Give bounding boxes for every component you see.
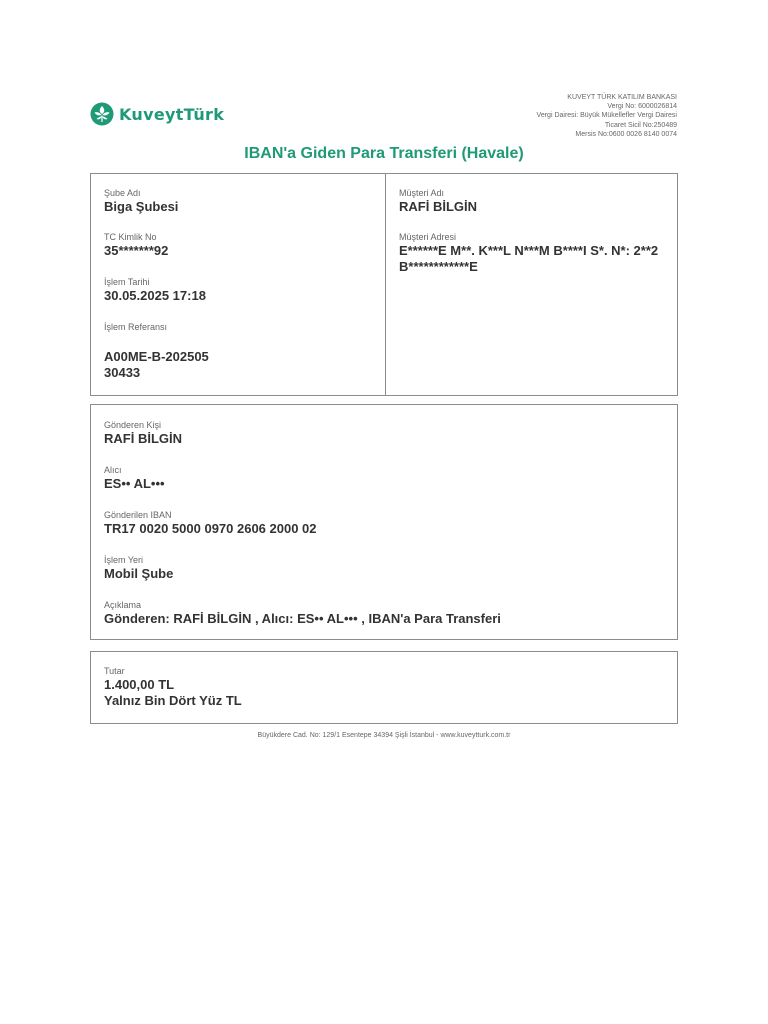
transfer-details-box [90,404,678,640]
reference-value-line2: 30433 [104,365,141,380]
tc-field [104,232,168,259]
customer-column [386,174,677,395]
transaction-date-label: İşlem Tarihi [104,277,150,287]
transaction-place-value: Mobil Şube [104,566,174,581]
iban-value: TR17 0020 5000 0970 2606 2000 02 [104,521,317,536]
amount-value: 1.400,00 TL [104,677,175,692]
branch-field [104,188,178,215]
customer-address-field [399,232,669,275]
brand-logo [90,102,224,126]
recipient-field [104,465,165,492]
branch-label: Şube Adı [104,188,141,198]
tc-value: 35*******92 [104,243,169,258]
kuveytturk-leaf-logo-icon [90,102,114,126]
tax-office: Vergi Dairesi: Büyük Mükellefler Vergi Dairesi [536,112,677,120]
logo-wordmark: KuveytTürk [119,104,225,124]
iban-label: Gönderilen IBAN [104,510,172,520]
branch-value: Biga Şubesi [104,199,179,214]
footer-address: Büyükdere Cad. No: 129/1 Esentepe 34394 Şişli İstanbul - www.kuveytturk.com.tr [257,732,511,739]
reference-value-line1: A00ME-B-202505 [104,349,209,364]
transaction-place-field [104,555,173,582]
bank-name: KUVEYT TÜRK KATILIM BANKASI [567,94,677,101]
reference-field [104,322,209,381]
amount-box [90,651,678,724]
trade-registry: Ticaret Sicil No:250489 [604,121,677,129]
recipient-label: Alıcı [104,465,122,475]
tax-number: Vergi No: 6000026814 [607,103,677,111]
customer-name-field [399,188,477,215]
mersis-number: Mersis No:0600 0026 8140 0074 [575,130,677,138]
document-title: IBAN'a Giden Para Transferi (Havale) [244,145,524,162]
description-field [104,600,501,627]
bank-info-block [537,93,677,139]
branch-column [91,174,386,395]
customer-name-label: Müşteri Adı [399,188,445,198]
sender-field [104,420,182,447]
amount-in-words: Yalnız Bin Dört Yüz TL [104,693,242,708]
tc-label: TC Kimlik No [104,232,157,242]
customer-address-label: Müşteri Adresi [399,232,457,242]
sender-label: Gönderen Kişi [104,420,162,430]
customer-name-value: RAFİ BİLGİN [399,199,477,214]
recipient-value: ES•• AL••• [104,476,165,491]
transaction-date-value: 30.05.2025 17:18 [104,288,206,303]
sender-value: RAFİ BİLGİN [104,431,182,446]
amount-field [104,666,242,709]
reference-label: İşlem Referansı [104,322,168,332]
customer-address-value: E******E M**. K***L N***M B****I S*. N*: 2**2 B************E [399,243,659,274]
description-label: Açıklama [104,600,142,610]
transaction-place-label: İşlem Yeri [104,555,144,565]
amount-label: Tutar [104,666,125,676]
description-value: Gönderen: RAFİ BİLGİN , Alıcı: ES•• AL••• , IBAN'a Para Transferi [104,611,501,626]
transaction-date-field [104,277,206,304]
customer-info-box [90,173,678,396]
iban-field [104,510,317,537]
